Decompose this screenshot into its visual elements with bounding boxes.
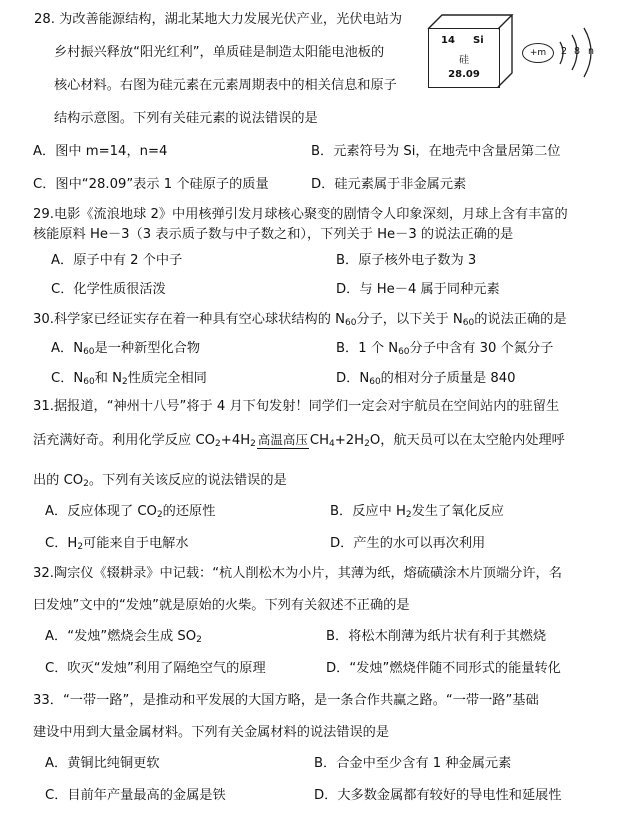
nucleus: +m	[522, 43, 554, 63]
q32-option-b[interactable]: B．将松木削薄为纸片状有利于其燃烧	[326, 629, 547, 644]
q28-option-b[interactable]: B．元素符号为 Si，在地壳中含量居第二位	[311, 144, 561, 159]
q28-stem-line-4: 结构示意图。下列有关硅元素的说法错误的是	[54, 111, 318, 126]
q33-option-d[interactable]: D．大多数金属都有较好的导电性和延展性	[314, 788, 562, 803]
q30-option-d[interactable]: D．$N_{60}$的相对分子质量是 840	[336, 371, 516, 387]
q33-option-b[interactable]: B．合金中至少含有 1 种金属元素	[314, 756, 512, 771]
shell-3-count: n	[588, 46, 595, 57]
q28-stem-line-3: 核心材料。右图为硅元素在元素周期表中的相关信息和原子	[54, 78, 397, 93]
q28-option-c[interactable]: C．图中“28.09”表示 1 个硅原子的质量	[33, 177, 269, 192]
q32-option-c[interactable]: C．吹灭“发烛”利用了隔绝空气的原理	[45, 661, 266, 676]
q30-option-a[interactable]: A．$N_{60}$是一种新型化合物	[51, 341, 201, 357]
q32-stem-line-1: 32.陶宗仪《辍耕录》中记载：“杭人削松木为小片，其薄为纸，熔硫磺涂木片顶端分许，名	[33, 566, 562, 581]
q29-option-c[interactable]: C．化学性质很活泼	[51, 282, 166, 297]
element-symbol: Si	[473, 35, 484, 46]
q29-option-a[interactable]: A．原子中有 2 个中子	[51, 253, 183, 268]
q33-stem-line-1: 33．“一带一路”，是推动和平发展的大国方略，是一条合作共赢之路。“一带一路”基础	[33, 693, 539, 708]
q31-option-b[interactable]: B．反应中 $H_2$发生了氧化反应	[330, 504, 504, 520]
q29-option-b[interactable]: B．原子核外电子数为 3	[336, 253, 477, 268]
q31-stem-line-3: 出的 $CO_2$。下列有关该反应的说法错误的是	[33, 473, 287, 489]
q31-option-c[interactable]: C．$H_2$可能来自于电解水	[45, 536, 189, 552]
q31-option-a[interactable]: A．反应体现了 $CO_2$的还原性	[45, 504, 216, 520]
q30-option-b[interactable]: B．1 个 $N_{60}$分子中含有 30 个氮分子	[336, 341, 554, 357]
q28-option-a[interactable]: A．图中 m=14，n=4	[33, 144, 168, 159]
q31-option-d[interactable]: D．产生的水可以再次利用	[330, 536, 486, 551]
atom-structure-diagram	[520, 20, 620, 86]
element-name: 硅	[459, 55, 469, 66]
q28-stem-line-2: 乡村振兴释放“阳光红利”，单质硅是制造太阳能电池板的	[54, 45, 385, 60]
q32-option-d[interactable]: D．“发烛”燃烧伴随不同形式的能量转化	[326, 661, 561, 676]
q30-stem: 30.科学家已经证实存在着一种具有空心球状结构的 $N_{60}$分子，以下关于 $N_{60}$的说法正确的是	[33, 312, 567, 328]
reaction-condition: 高温高压	[257, 432, 308, 447]
q31-stem-line-1: 31.据报道，“神州十八号”将于 4 月下旬发射！同学们一定会对宇航员在空间站内的驻留生	[33, 399, 560, 414]
q32-stem-line-2: 曰发烛”文中的“发烛”就是原始的火柴。下列有关叙述不正确的是	[33, 598, 410, 613]
q32-option-a[interactable]: A．“发烛”燃烧会生成 $SO_2$	[45, 629, 202, 645]
shell-2-count: 8	[574, 46, 581, 57]
q29-option-d[interactable]: D．与 He－4 属于同种元素	[336, 282, 500, 297]
q31-stem-line-2: 活充满好奇。利用化学反应 $CO_2+4H_2$ 高温高压 $CH_4+2H_2O$，航天员可以在太空舱内处理呼	[33, 432, 565, 449]
q33-stem-line-2: 建设中用到大量金属材料。下列有关金属材料的说法错误的是	[33, 725, 390, 740]
electron-shells	[520, 20, 620, 86]
q33-option-a[interactable]: A．黄铜比纯铜更软	[45, 756, 160, 771]
q29-stem-line-1: 29.电影《流浪地球 2》中用核弹引发月球核心聚变的剧情令人印象深刻，月球上含有丰富的	[33, 207, 568, 222]
shell-1-count: 2	[561, 46, 568, 57]
q33-option-c[interactable]: C．目前年产量最高的金属是铁	[45, 788, 226, 803]
q28-stem-line-1: 28. 为改善能源结构，湖北某地大力发展光伏产业，光伏电站为	[34, 12, 403, 27]
atomic-mass: 28.09	[448, 69, 480, 80]
q29-stem-line-2: 核能原料 He－3（3 表示质子数与中子数之和），下列关于 He－3 的说法正确的是	[33, 227, 514, 242]
periodic-table-cell	[428, 28, 500, 88]
q30-option-c[interactable]: C．$N_{60}$和 $N_2$性质完全相同	[51, 371, 207, 387]
atomic-number: 14	[441, 35, 455, 46]
q28-option-d[interactable]: D．硅元素属于非金属元素	[311, 177, 467, 192]
